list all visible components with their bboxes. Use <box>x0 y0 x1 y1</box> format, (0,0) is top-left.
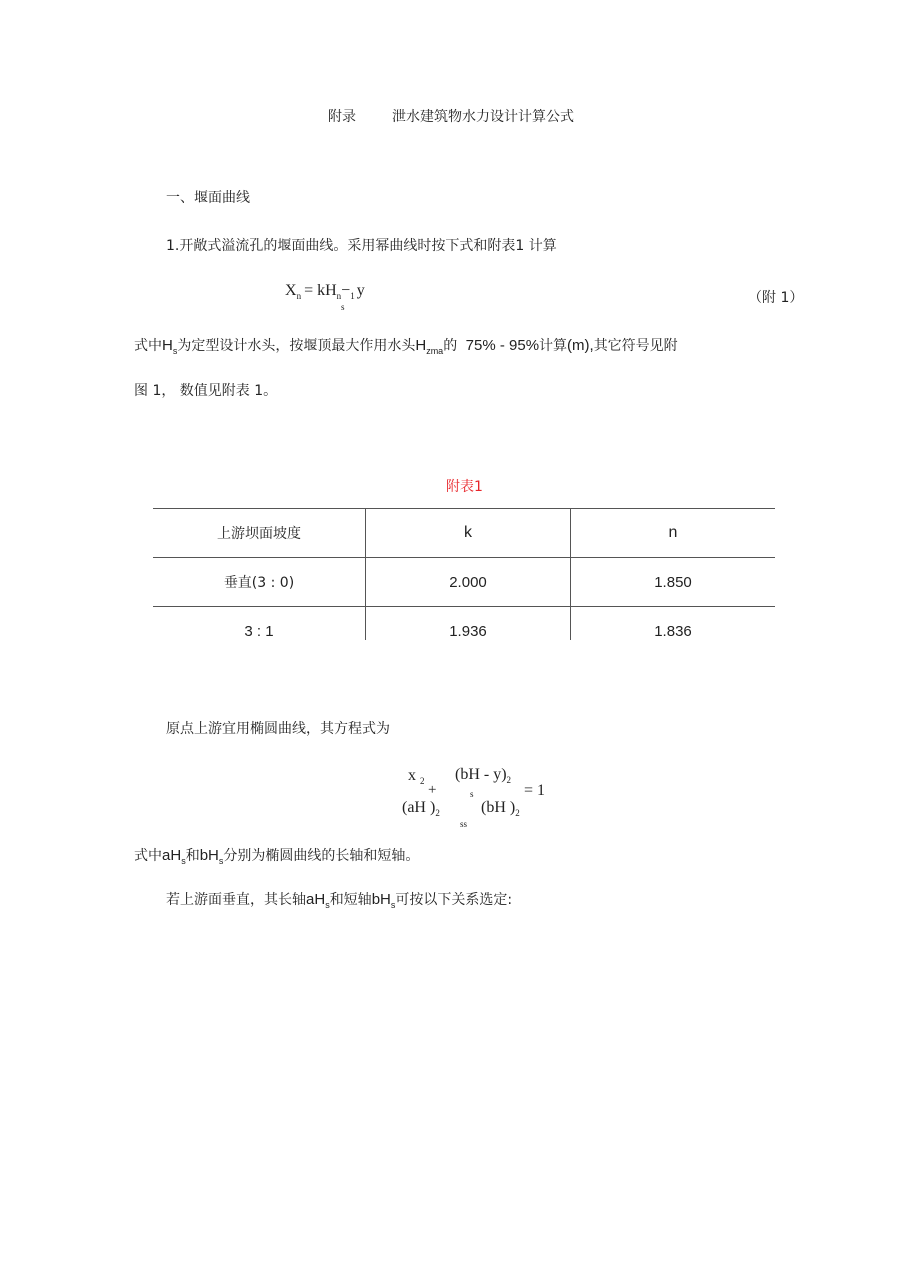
table-row <box>153 607 775 641</box>
paragraph-5: 若上游面垂直，其长轴$aH_s$和短轴$bH_s$可按以下关系选定: <box>166 891 513 910</box>
paragraph-2: 式中$H_s$为定型设计水头，按堰顶最大作用水头$H_{zma}$的 75% - 95%计算(m),其它符号见附 <box>134 337 678 356</box>
formula-2-x: x $_2$ <box>408 767 425 787</box>
formula-2-equals: = 1 <box>524 782 546 799</box>
header-k: k <box>366 509 571 558</box>
formula-2-subscript-s: s <box>470 789 474 799</box>
title-main: 泄水建筑物水力设计计算公式 <box>392 109 574 125</box>
formula-2-denominator-b: (bH )$_2$ <box>481 799 520 819</box>
formula-1: $X_n = kH_n-_1$ y <box>285 282 365 302</box>
formula-1-label: （附 1） <box>748 290 804 306</box>
cell-slope: 垂直(3 : 0) <box>153 558 366 607</box>
page-title <box>328 106 574 126</box>
formula-2-numerator: $(bH - y)_2$ <box>455 766 512 786</box>
header-n: n <box>571 509 776 558</box>
title-prefix: 附录 <box>328 109 356 125</box>
table-caption: 附表1 <box>446 479 483 495</box>
paragraph-3: 原点上游宜用椭圆曲线，其方程式为 <box>166 721 390 737</box>
cell-n: 1.850 <box>571 558 776 607</box>
section-heading: 一、堰面曲线 <box>166 190 250 206</box>
cell-k: 1.936 <box>366 607 571 641</box>
paragraph-2-continued: 图 1， 数值见附表 1。 <box>134 383 278 399</box>
formula-2-plus: + <box>428 782 437 798</box>
cell-slope: 3 : 1 <box>153 607 366 641</box>
paragraph-1: 1.开敞式溢流孔的堰面曲线。采用幂曲线时按下式和附表1 计算 <box>166 238 557 254</box>
cell-k: 2.000 <box>366 558 571 607</box>
cell-n: 1.836 <box>571 607 776 641</box>
formula-1-subscript-s: s <box>341 302 345 312</box>
formula-2-denominator-a: (aH )$_2$ <box>402 799 440 819</box>
table-header-row <box>153 509 775 558</box>
slope-coefficient-table <box>153 508 775 640</box>
formula-2-subscript-ss: ss <box>460 819 468 829</box>
table-row <box>153 558 775 607</box>
paragraph-4: 式中$aH_s$和$bH_s$分别为椭圆曲线的长轴和短轴。 <box>134 847 420 866</box>
header-slope: 上游坝面坡度 <box>153 509 366 558</box>
